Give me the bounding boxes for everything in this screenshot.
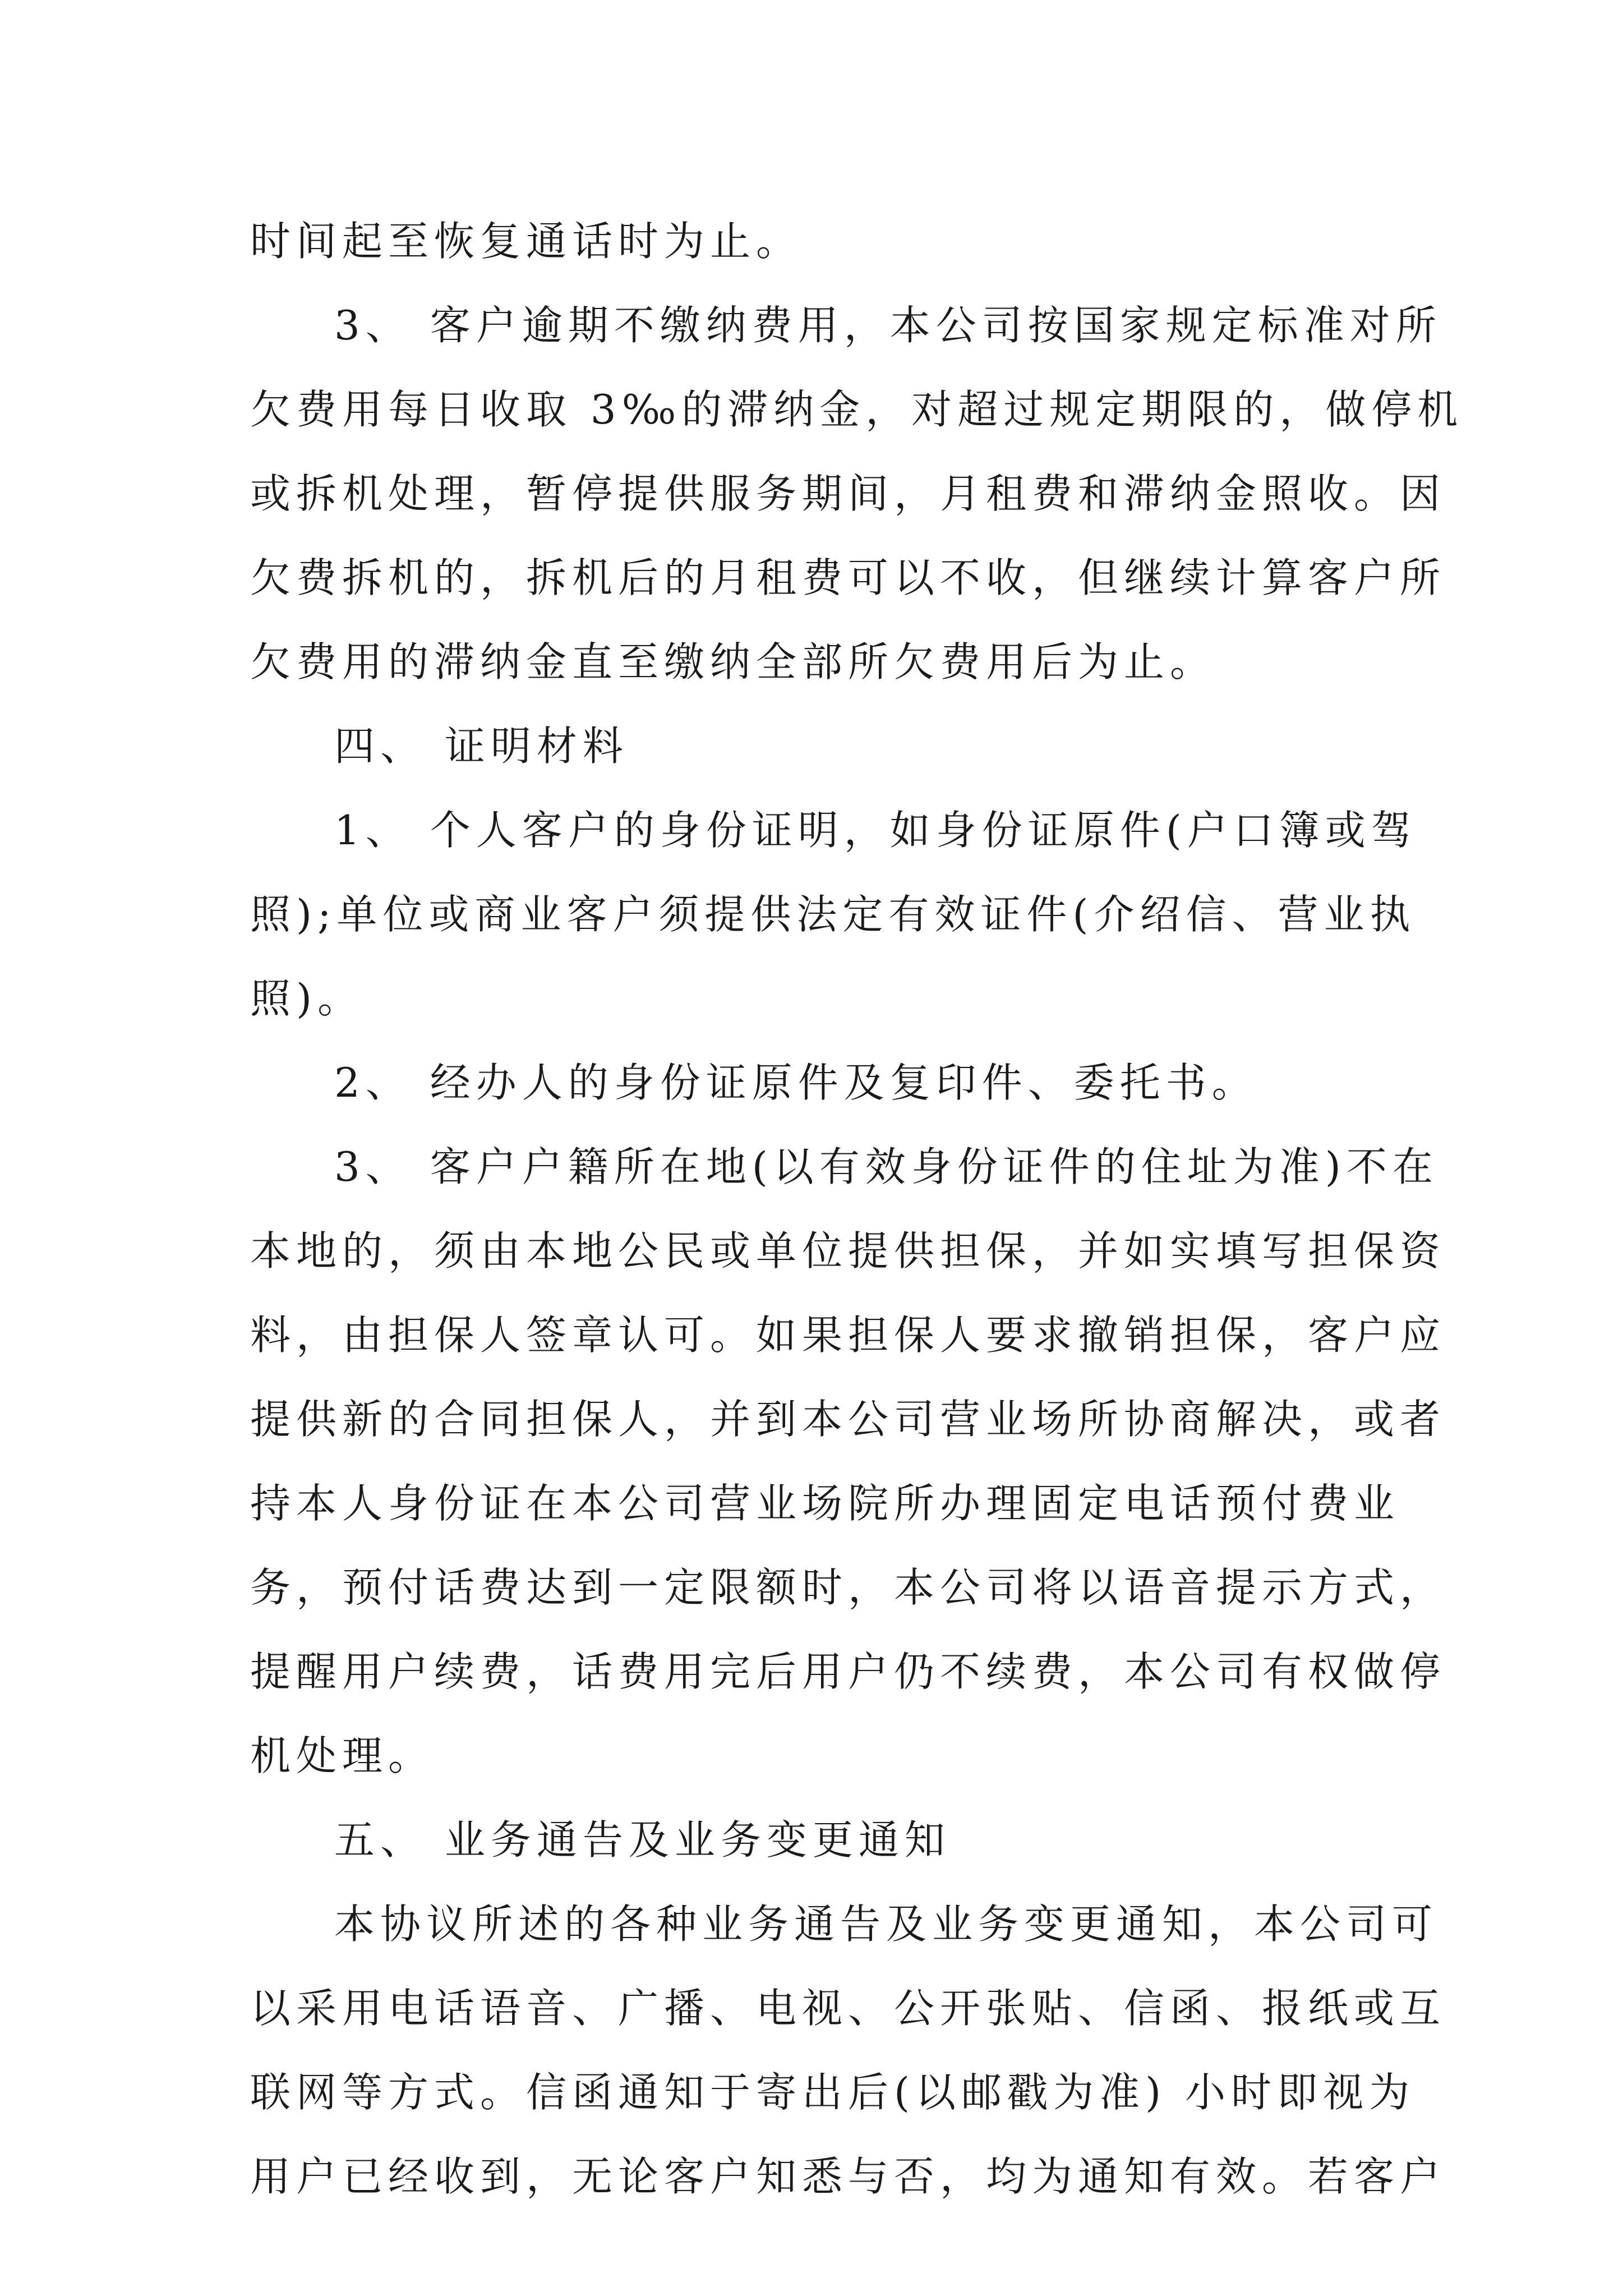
text-line: 照)。 [250,975,364,1022]
text-line: 联网等方式。信函通知于寄出后(以邮戳为准) 小时即视为 [250,2069,1415,2116]
section-heading: 五、 业务通告及业务变更通知 [334,1816,951,1864]
text-line: 时间起至恢复通话时为止。 [250,218,803,265]
text-line: 1、 个人客户的身份证明，如身份证原件(户口簿或驾 [334,807,1417,854]
text-line: 持本人身份证在本公司营业场院所办理固定电话预付费业 [250,1480,1400,1527]
section-heading: 四、 证明材料 [334,723,629,770]
text-line: 本地的，须由本地公民或单位提供担保，并如实填写担保资 [250,1227,1446,1274]
text-line: 本协议所述的各种业务通告及业务变更通知，本公司可 [334,1901,1438,1948]
text-line: 用户已经收到，无论客户知悉与否，均为通知有效。若客户 [250,2153,1446,2200]
text-line: 照);单位或商业客户须提供法定有效证件(介绍信、营业执 [250,891,1416,938]
text-line: 料，由担保人签章认可。如果担保人要求撤销担保，客户应 [250,1312,1446,1359]
text-line: 欠费用每日收取 3‰的滞纳金，对超过规定期限的，做停机 [250,386,1464,433]
text-line: 或拆机处理，暂停提供服务期间，月租费和滞纳金照收。因 [250,470,1446,517]
text-line: 提醒用户续费，话费用完后用户仍不续费，本公司有权做停 [250,1648,1446,1695]
text-line: 2、 经办人的身份证原件及复印件、委托书。 [334,1059,1258,1106]
text-line: 3、 客户逾期不缴纳费用，本公司按国家规定标准对所 [334,302,1442,349]
text-line: 3、 客户户籍所在地(以有效身份证件的住址为准)不在 [334,1143,1438,1190]
text-line: 机处理。 [250,1732,435,1779]
text-line: 务，预付话费达到一定限额时，本公司将以语音提示方式， [250,1564,1446,1611]
text-line: 提供新的合同担保人，并到本公司营业场所协商解决，或者 [250,1396,1446,1443]
text-line: 欠费用的滞纳金直至缴纳全部所欠费用后为止。 [250,638,1216,685]
text-line: 以采用电话语音、广播、电视、公开张贴、信函、报纸或互 [250,1985,1446,2032]
text-line: 欠费拆机的，拆机后的月租费可以不收，但继续计算客户所 [250,554,1446,601]
